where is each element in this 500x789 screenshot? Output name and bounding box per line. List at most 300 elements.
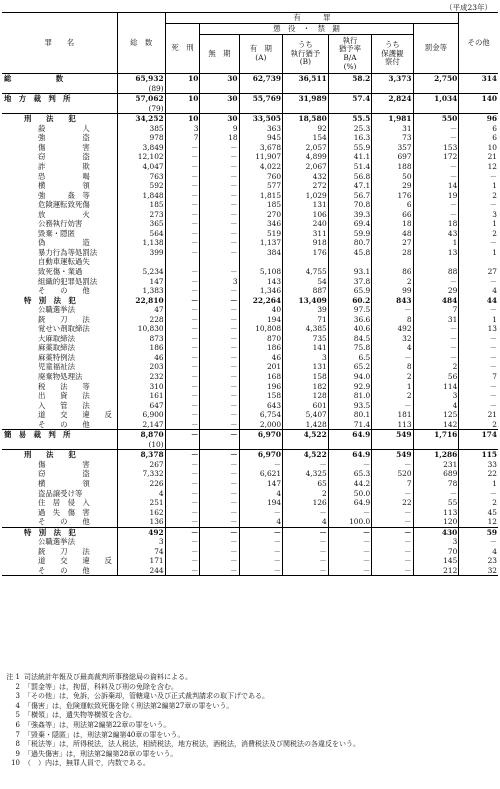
cell-other: 13 xyxy=(459,324,498,334)
cell-death: － xyxy=(165,489,200,499)
cell-rate: 59.9 xyxy=(328,229,372,239)
cell-life: － xyxy=(200,498,239,508)
cell-total: 564 xyxy=(117,229,165,239)
cell-susp: － xyxy=(283,508,329,518)
note-number: 6 xyxy=(15,720,20,729)
cell-fine xyxy=(413,440,459,450)
cell-fine: 484 xyxy=(413,296,459,306)
cell-fixed: 196 xyxy=(239,382,283,392)
cell-prob: 2 xyxy=(372,372,413,382)
cell-other: － xyxy=(459,334,498,344)
cell-susp: 158 xyxy=(283,372,329,382)
cell-death: － xyxy=(165,152,200,162)
cell-other: 1 xyxy=(459,248,498,258)
cell-life: － xyxy=(200,547,239,557)
cell-susp: 4,522 xyxy=(283,450,329,460)
cell-death: － xyxy=(165,267,200,277)
cell-death: － xyxy=(165,527,200,537)
row-label-text: 殺 人 xyxy=(38,123,90,133)
cell-total: 171 xyxy=(117,556,165,566)
cell-death: 10 xyxy=(165,114,200,124)
note-text: 「過失傷害」は，刑法第2編第28章の罪をいう。 xyxy=(24,749,178,758)
row-label xyxy=(2,334,117,344)
row-label-text: 麻薬特例法 xyxy=(38,352,75,362)
note-item xyxy=(4,692,496,702)
cell-fixed: － xyxy=(239,566,283,576)
cell-fine: 1,286 xyxy=(413,450,459,460)
cell-life: 30 xyxy=(200,114,239,124)
cell-death xyxy=(165,257,200,267)
cell-other: 22 xyxy=(459,469,498,479)
row-label-text: 覚せい剤取締法 xyxy=(38,324,90,334)
note-text: 「毀棄・隠匿」は，刑法第2編第40章の罪をいう。 xyxy=(24,730,185,739)
cell-fixed: 40 xyxy=(239,305,283,315)
cell-life: 18 xyxy=(200,133,239,143)
row-label xyxy=(2,508,117,518)
table-row xyxy=(2,257,498,267)
cell-life: － xyxy=(200,430,239,440)
cell-total: 2,147 xyxy=(117,420,165,430)
cell-life: － xyxy=(200,353,239,363)
header-imprisonment: 懲 役 ・ 禁 錮 xyxy=(200,24,413,35)
cell-prob: 28 xyxy=(372,248,413,258)
cell-rate: 64.9 xyxy=(328,430,372,440)
header-life: 無 期 xyxy=(200,35,239,74)
cell-susp: 18,580 xyxy=(283,114,329,124)
cell-prob: 73 xyxy=(372,133,413,143)
note-text: 司法統計年報及び最高裁判所事務総局の資料による。 xyxy=(24,673,192,681)
cell-fine: － xyxy=(413,353,459,363)
cell-fixed: 147 xyxy=(239,479,283,489)
cell-fixed: － xyxy=(239,556,283,566)
cell-fine xyxy=(413,84,459,94)
table-row xyxy=(2,489,498,499)
table-row xyxy=(2,479,498,489)
row-label-text: 入 管 法 xyxy=(38,400,90,410)
cell-total: 6,900 xyxy=(117,410,165,420)
cell-death: － xyxy=(165,479,200,489)
cell-rate: 57.4 xyxy=(328,94,372,104)
cell-rate: － xyxy=(328,460,372,470)
row-label xyxy=(2,479,117,489)
cell-prob: 2 xyxy=(372,391,413,401)
cell-prob: 1,981 xyxy=(372,114,413,124)
cell-death: － xyxy=(165,353,200,363)
cell-total: 74 xyxy=(117,547,165,557)
row-label-text: 簡 易 裁 判 所 xyxy=(4,430,71,440)
row-label-text: 廃棄物処理法 xyxy=(38,372,83,382)
cell-rate: 94.0 xyxy=(328,372,372,382)
cell-fine: － xyxy=(413,171,459,181)
cell-fine: 2,750 xyxy=(413,74,459,84)
cell-life: － xyxy=(200,469,239,479)
cell-other xyxy=(459,440,498,450)
cell-fine: 3 xyxy=(413,391,459,401)
cell-total: 3 xyxy=(117,537,165,547)
cell-fixed: 11,907 xyxy=(239,152,283,162)
cell-total: 1,138 xyxy=(117,238,165,248)
cell-rate: － xyxy=(328,508,372,518)
cell-fixed: 363 xyxy=(239,124,283,134)
table-row xyxy=(2,372,498,382)
cell-fine: 18 xyxy=(413,219,459,229)
cell-fine xyxy=(413,257,459,267)
row-label-text: そ の 他 xyxy=(38,419,90,429)
cell-life: 9 xyxy=(200,124,239,134)
cell-rate: 71.4 xyxy=(328,420,372,430)
table-row xyxy=(2,74,498,84)
cell-fine: － xyxy=(413,334,459,344)
row-label-text: そ の 他 xyxy=(38,517,90,527)
cell-fixed: 4 xyxy=(239,489,283,499)
cell-total: 136 xyxy=(117,517,165,527)
note-item xyxy=(4,740,496,750)
cell-death: － xyxy=(165,305,200,315)
cell-death: － xyxy=(165,248,200,258)
cell-total: 47 xyxy=(117,305,165,315)
cell-prob: 181 xyxy=(372,410,413,420)
cell-fixed: 1,137 xyxy=(239,238,283,248)
cell-total: 57,062 xyxy=(117,94,165,104)
table-row xyxy=(2,114,498,124)
cell-fine: 1,716 xyxy=(413,430,459,440)
cell-death: － xyxy=(165,460,200,470)
cell-death: 10 xyxy=(165,94,200,104)
cell-susp: 182 xyxy=(283,382,329,392)
cell-susp: 918 xyxy=(283,238,329,248)
cell-prob: 27 xyxy=(372,238,413,248)
cell-other: － xyxy=(459,200,498,210)
cell-rate: 37.8 xyxy=(328,276,372,286)
cell-fine: － xyxy=(413,124,459,134)
table-row xyxy=(2,556,498,566)
cell-fine: 88 xyxy=(413,267,459,277)
cell-fixed: 870 xyxy=(239,334,283,344)
cell-fixed: 6,754 xyxy=(239,410,283,420)
row-label xyxy=(2,114,117,124)
cell-susp: 126 xyxy=(283,498,329,508)
cell-fixed: 55,769 xyxy=(239,94,283,104)
cell-fixed: 185 xyxy=(239,200,283,210)
cell-total: 186 xyxy=(117,343,165,353)
cell-susp: － xyxy=(283,556,329,566)
cell-other: － xyxy=(459,343,498,353)
cell-life: － xyxy=(200,152,239,162)
cell-rate: 55.9 xyxy=(328,143,372,153)
cell-rate: 75.8 xyxy=(328,343,372,353)
cell-life: － xyxy=(200,171,239,181)
note-number: 4 xyxy=(15,701,20,710)
cell-fine: － xyxy=(413,489,459,499)
cell-life xyxy=(200,440,239,450)
cell-fine: － xyxy=(413,162,459,172)
cell-total: 3,849 xyxy=(117,143,165,153)
row-label xyxy=(2,133,117,143)
row-label-text: 特 別 法 犯 xyxy=(24,527,76,537)
cell-other: 4 xyxy=(459,286,498,296)
cell-death: 10 xyxy=(165,74,200,84)
cell-fine: 172 xyxy=(413,152,459,162)
note-number: 注 1 xyxy=(6,673,20,681)
note-text: 「強姦等」は，刑法第2編第22章の罪をいう。 xyxy=(24,720,171,729)
cell-fine: 78 xyxy=(413,479,459,489)
cell-total: 34,252 xyxy=(117,114,165,124)
cell-fine: － xyxy=(413,210,459,220)
cell-other: 3 xyxy=(459,210,498,220)
cell-total: 185 xyxy=(117,200,165,210)
table-row xyxy=(2,566,498,576)
row-label xyxy=(2,460,117,470)
cell-life: － xyxy=(200,420,239,430)
cell-fixed: 201 xyxy=(239,362,283,372)
cell-death: － xyxy=(165,315,200,325)
row-label xyxy=(2,566,117,576)
cell-prob: 31 xyxy=(372,124,413,134)
cell-life: － xyxy=(200,191,239,201)
table-row xyxy=(2,391,498,401)
cell-fine: 13 xyxy=(413,248,459,258)
cell-fine: 113 xyxy=(413,508,459,518)
row-label-text: そ の 他 xyxy=(38,565,90,575)
cell-life: － xyxy=(200,219,239,229)
cell-total: 385 xyxy=(117,124,165,134)
cell-life: 3 xyxy=(200,276,239,286)
row-label-text: 銃 刀 法 xyxy=(38,546,90,556)
cell-other: － xyxy=(459,305,498,315)
cell-total: 251 xyxy=(117,498,165,508)
cell-other: － xyxy=(459,537,498,547)
row-label-text: 恐 喝 xyxy=(38,171,90,181)
cell-prob: 697 xyxy=(372,152,413,162)
cell-fixed: 3,678 xyxy=(239,143,283,153)
cell-prob: 2 xyxy=(372,276,413,286)
row-label-text: 横 領 xyxy=(38,181,90,191)
row-label xyxy=(2,450,117,460)
cell-life: － xyxy=(200,566,239,576)
cell-rate xyxy=(328,440,372,450)
table-row xyxy=(2,133,498,143)
cell-total: 4,047 xyxy=(117,162,165,172)
cell-death: － xyxy=(165,537,200,547)
cell-life: － xyxy=(200,315,239,325)
cell-rate: 92.9 xyxy=(328,382,372,392)
cell-life: － xyxy=(200,401,239,411)
table-row xyxy=(2,547,498,557)
cell-rate: 64.9 xyxy=(328,450,372,460)
row-label-text: 出 資 法 xyxy=(38,391,90,401)
cell-fixed: 4 xyxy=(239,517,283,527)
row-label xyxy=(2,556,117,566)
cell-rate: 51.4 xyxy=(328,162,372,172)
year-label: （平成23年） xyxy=(444,3,492,12)
cell-total: 147 xyxy=(117,276,165,286)
cell-rate: 65.9 xyxy=(328,286,372,296)
cell-fine: 1 xyxy=(413,238,459,248)
row-label-text: 大麻取締法 xyxy=(38,333,75,343)
cell-fixed: 46 xyxy=(239,353,283,363)
note-number: 9 xyxy=(15,749,20,758)
cell-susp xyxy=(283,257,329,267)
cell-death: － xyxy=(165,362,200,372)
cell-susp: 31,989 xyxy=(283,94,329,104)
cell-prob: － xyxy=(372,401,413,411)
row-label xyxy=(2,372,117,382)
table-row xyxy=(2,469,498,479)
row-label xyxy=(2,296,117,306)
table-row xyxy=(2,143,498,153)
cell-other: 1 xyxy=(459,315,498,325)
cell-total: 228 xyxy=(117,315,165,325)
cell-total: 8,870 xyxy=(117,430,165,440)
cell-life: － xyxy=(200,537,239,547)
cell-prob: 492 xyxy=(372,324,413,334)
row-label xyxy=(2,84,117,94)
cell-fine xyxy=(413,104,459,114)
cell-fixed: 577 xyxy=(239,181,283,191)
row-label-text: 過 失 傷 害 xyxy=(38,507,90,517)
cell-fixed: 6,970 xyxy=(239,430,283,440)
cell-life: － xyxy=(200,362,239,372)
table-row xyxy=(2,152,498,162)
cell-other: 2 xyxy=(459,498,498,508)
cell-fixed: 1,346 xyxy=(239,286,283,296)
cell-rate: 97.5 xyxy=(328,305,372,315)
cell-susp: 39 xyxy=(283,305,329,315)
cell-susp: 887 xyxy=(283,286,329,296)
cell-prob xyxy=(372,84,413,94)
note-item xyxy=(4,759,496,769)
cell-other: 27 xyxy=(459,267,498,277)
row-label-text: 強 姦 等 xyxy=(38,190,90,200)
row-label xyxy=(2,191,117,201)
cell-life: － xyxy=(200,181,239,191)
cell-other xyxy=(459,84,498,94)
cell-total: 5,234 xyxy=(117,267,165,277)
cell-other: 59 xyxy=(459,527,498,537)
cell-susp: 36,511 xyxy=(283,74,329,84)
cell-other: 1 xyxy=(459,219,498,229)
cell-prob: － xyxy=(372,353,413,363)
table-row xyxy=(2,191,498,201)
table-row xyxy=(2,124,498,134)
cell-prob: 6 xyxy=(372,200,413,210)
cell-susp: 4,755 xyxy=(283,267,329,277)
row-label xyxy=(2,527,117,537)
table-row xyxy=(2,171,498,181)
cell-prob: 3,373 xyxy=(372,74,413,84)
cell-prob: 66 xyxy=(372,210,413,220)
cell-death: － xyxy=(165,191,200,201)
cell-susp: 3 xyxy=(283,353,329,363)
table-row xyxy=(2,450,498,460)
cell-rate: 64.9 xyxy=(328,498,372,508)
cell-prob: 520 xyxy=(372,469,413,479)
cell-total: (89) xyxy=(117,84,165,94)
cell-prob: 188 xyxy=(372,162,413,172)
header-fine: 罰金等 xyxy=(413,24,459,74)
table-row xyxy=(2,162,498,172)
sentencing-table xyxy=(2,12,498,576)
cell-death: － xyxy=(165,200,200,210)
row-label-text: 公職選挙法 xyxy=(38,537,75,547)
cell-fixed: 519 xyxy=(239,229,283,239)
row-label-text: 銃 刀 法 xyxy=(38,314,90,324)
table-row xyxy=(2,238,498,248)
cell-fine: － xyxy=(413,324,459,334)
note-number: 3 xyxy=(15,692,20,701)
cell-total: 203 xyxy=(117,362,165,372)
table-row xyxy=(2,210,498,220)
cell-susp: 2,057 xyxy=(283,143,329,153)
cell-susp: 131 xyxy=(283,200,329,210)
cell-life: － xyxy=(200,556,239,566)
cell-fixed: 2,000 xyxy=(239,420,283,430)
cell-fine: 14 xyxy=(413,181,459,191)
cell-death: － xyxy=(165,276,200,286)
note-text: 「傷害」は，危険運転致死傷を除く刑法第2編第27章の罪をいう。 xyxy=(24,701,234,710)
header-other: その他 xyxy=(459,13,498,74)
cell-fixed xyxy=(239,440,283,450)
cell-prob: 32 xyxy=(372,334,413,344)
row-label-text: 組織的犯罪処罰法 xyxy=(38,276,98,286)
cell-rate: 47.1 xyxy=(328,181,372,191)
cell-prob xyxy=(372,104,413,114)
table-row xyxy=(2,286,498,296)
cell-other: 1 xyxy=(459,181,498,191)
cell-death: － xyxy=(165,343,200,353)
cell-fixed: 143 xyxy=(239,276,283,286)
row-label-text: 窃 盗 xyxy=(38,152,90,162)
cell-fixed: 384 xyxy=(239,248,283,258)
cell-prob: 113 xyxy=(372,420,413,430)
cell-rate: 36.6 xyxy=(328,315,372,325)
cell-prob: － xyxy=(372,489,413,499)
cell-prob: － xyxy=(372,508,413,518)
cell-susp: － xyxy=(283,547,329,557)
cell-fixed: 22,264 xyxy=(239,296,283,306)
cell-susp: 4,385 xyxy=(283,324,329,334)
row-label xyxy=(2,124,117,134)
table-row xyxy=(2,315,498,325)
cell-total: 1,383 xyxy=(117,286,165,296)
cell-death: － xyxy=(165,382,200,392)
cell-total: 7,332 xyxy=(117,469,165,479)
cell-prob: 549 xyxy=(372,450,413,460)
cell-life: － xyxy=(200,324,239,334)
row-label-text: そ の 他 xyxy=(38,286,90,296)
cell-death: － xyxy=(165,219,200,229)
cell-life: － xyxy=(200,450,239,460)
cell-life: － xyxy=(200,343,239,353)
cell-death: － xyxy=(165,420,200,430)
cell-death: － xyxy=(165,210,200,220)
table-row xyxy=(2,343,498,353)
cell-death: － xyxy=(165,171,200,181)
cell-fixed: 62,739 xyxy=(239,74,283,84)
table-row xyxy=(2,334,498,344)
cell-life: － xyxy=(200,267,239,277)
cell-total: 592 xyxy=(117,181,165,191)
note-text: 「罰金等」は，拘留，科料及び刑の免除を含む。 xyxy=(24,682,178,691)
cell-fixed: 168 xyxy=(239,372,283,382)
table-row xyxy=(2,94,498,104)
cell-fixed: 10,808 xyxy=(239,324,283,334)
cell-death: － xyxy=(165,143,200,153)
cell-life: － xyxy=(200,305,239,315)
row-label-text: 暴力行為等処罰法 xyxy=(38,247,98,257)
cell-death: － xyxy=(165,334,200,344)
cell-rate: 70.8 xyxy=(328,200,372,210)
